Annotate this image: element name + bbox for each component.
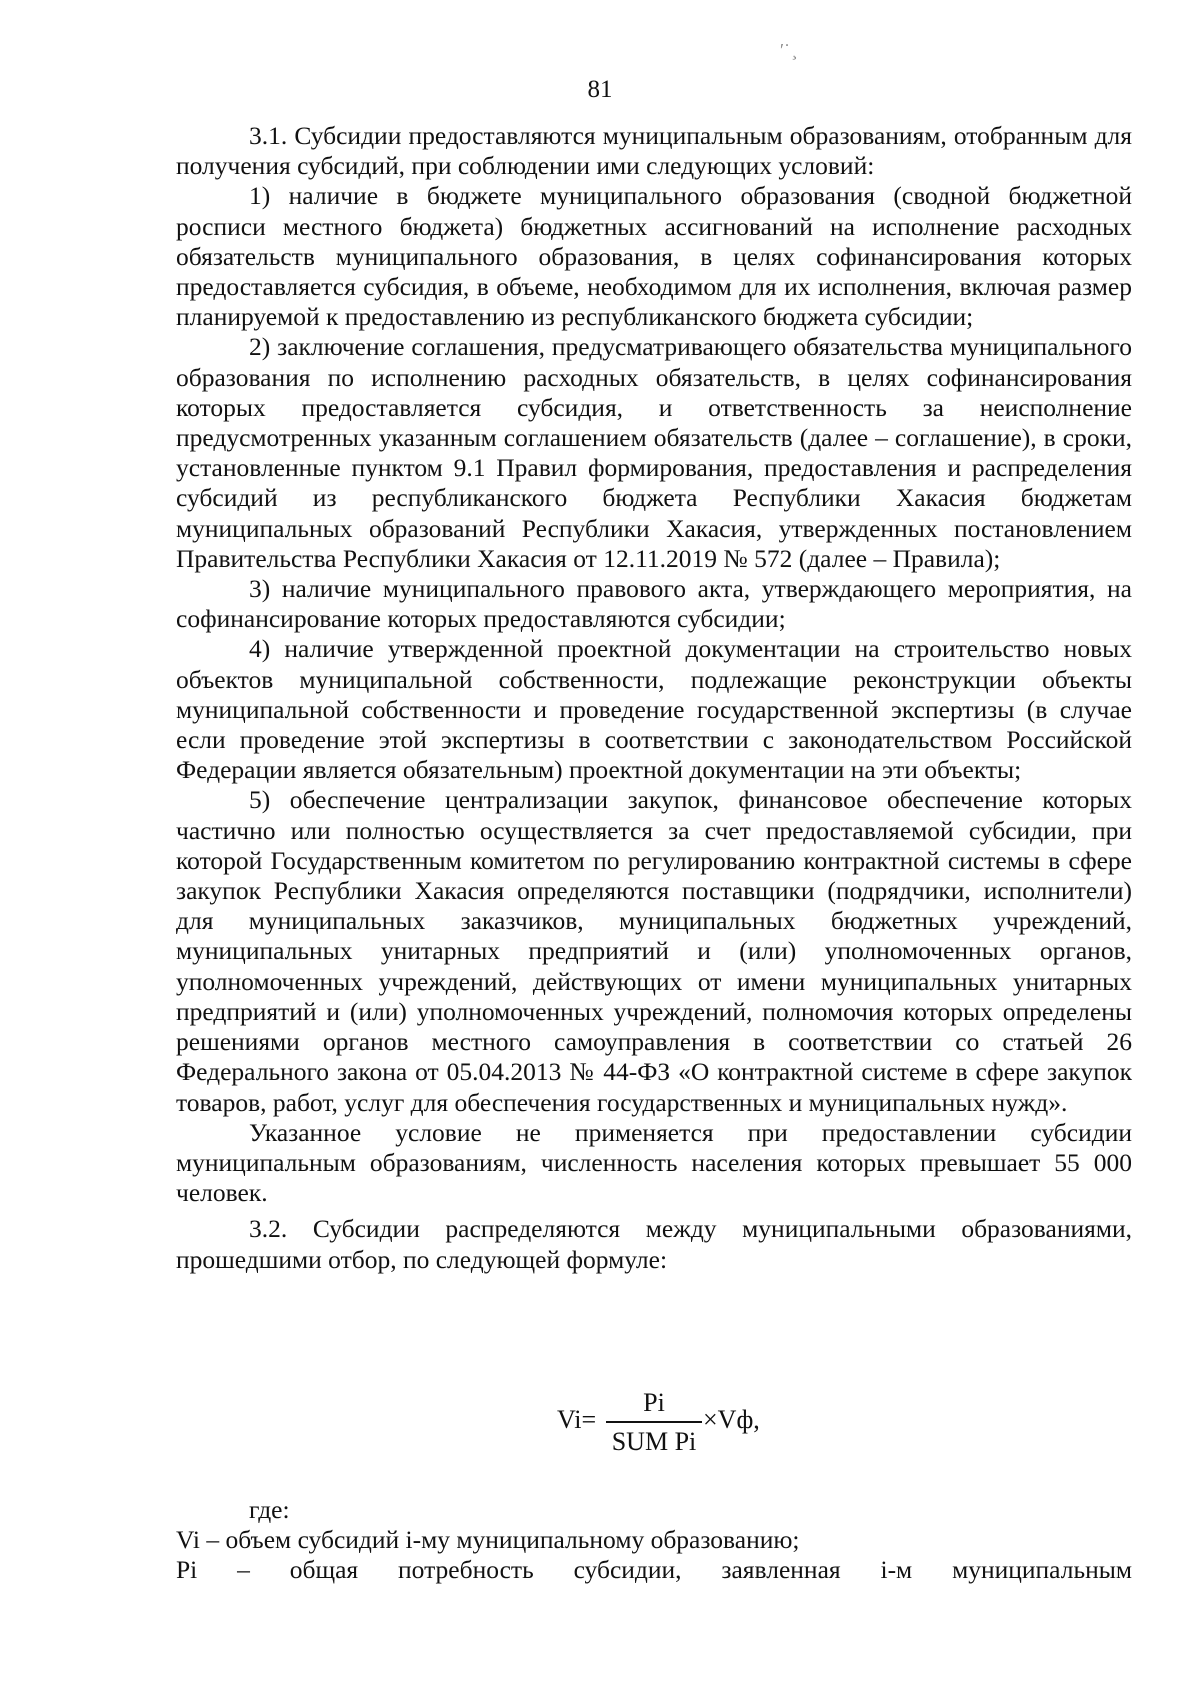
paragraph-note: Указанное условие не применяется при предоставлении субсидии муниципальным образованиям, численность населения которых превышает 55 000 человек. <box>176 1117 1132 1208</box>
paragraph-condition-1: 1) наличие в бюджете муниципального образования (сводной бюджетной росписи местного бюджета) бюджетных ассигнований на исполнение расходных обязательств муниципального образования, в целях софинансирования которых предоставляется субсидия, в объеме, необходимом для их исполнения, включая размер планируемой к предоставлению из республиканского бюджета субсидии; <box>176 181 1132 332</box>
formula-numerator: Pi <box>643 1388 665 1417</box>
paragraph-condition-3: 3) наличие муниципального правового акта, утверждающего мероприятия, на софинансирование которых предоставляются субсидии; <box>176 574 1132 634</box>
scan-artifact-mark: ′˙ ̧ <box>780 40 795 60</box>
page-number: 81 <box>587 76 613 103</box>
definition-pi: Pi – общая потребность субсидии, заявленная i-м муниципальным <box>176 1555 1132 1585</box>
definition-where: где: <box>249 1495 290 1524</box>
distribution-formula <box>0 1388 1200 1468</box>
paragraph-3-2: 3.2. Субсидии распределяются между муниципальными образованиями, прошедшими отбор, по следующей формуле: <box>176 1214 1132 1274</box>
paragraph-condition-2: 2) заключение соглашения, предусматривающего обязательства муниципального образования по исполнению расходных обязательств, в целях софинансирования которых предоставляется субсидия, и ответственность за неисполнение предусмотренных указанным соглашением обязательств (далее – соглашение), в сроки, установленные пунктом 9.1 Правил формирования, предоставления и распределения субсидий из республиканского бюджета Республики Хакасия бюджетам муниципальных образований Республики Хакасия, утвержденных постановлением Правительства Республики Хакасия от 12.11.2019 № 572 (далее – Правила); <box>176 332 1132 573</box>
formula-lhs: Vi= <box>557 1405 597 1434</box>
formula-definitions <box>176 1495 1132 1586</box>
paragraph-3-1: 3.1. Субсидии предоставляются муниципальным образованиям, отобранным для получения субсидий, при соблюдении ими следующих условий: <box>176 121 1132 181</box>
definition-vi: Vi – объем субсидий i-му муниципальному образованию; <box>176 1525 800 1555</box>
formula-fraction-bar <box>606 1421 702 1423</box>
formula-denominator: SUM Pi <box>611 1427 697 1456</box>
formula-rhs: ×Vф, <box>703 1405 760 1434</box>
paragraph-condition-5: 5) обеспечение централизации закупок, финансовое обеспечение которых частично или полностью осуществляется за счет предоставляемой субсидии, при которой Государственным комитетом по регулированию контрактной системы в сфере закупок Республики Хакасия определяются поставщики (подрядчики, исполнители) для муниципальных заказчиков, муниципальных бюджетных учреждений, муниципальных унитарных предприятий и (или) уполномоченных органов, уполномоченных учреждений, действующих от имени муниципальных унитарных предприятий и (или) уполномоченных учреждений, полномочия которых определены решениями органов местного самоуправления в соответствии со статьей 26 Федерального закона от 05.04.2013 № 44-ФЗ «О контрактной системе в сфере закупок товаров, работ, услуг для обеспечения государственных и муниципальных нужд». <box>176 785 1132 1117</box>
document-body <box>176 121 1132 1275</box>
paragraph-condition-4: 4) наличие утвержденной проектной документации на строительство новых объектов муниципальной собственности, подлежащие реконструкции объекты муниципальной собственности и проведение государственной экспертизы (в случае если проведение этой экспертизы в соответствии с законодательством Российской Федерации является обязательным) проектной документации на эти объекты; <box>176 634 1132 785</box>
